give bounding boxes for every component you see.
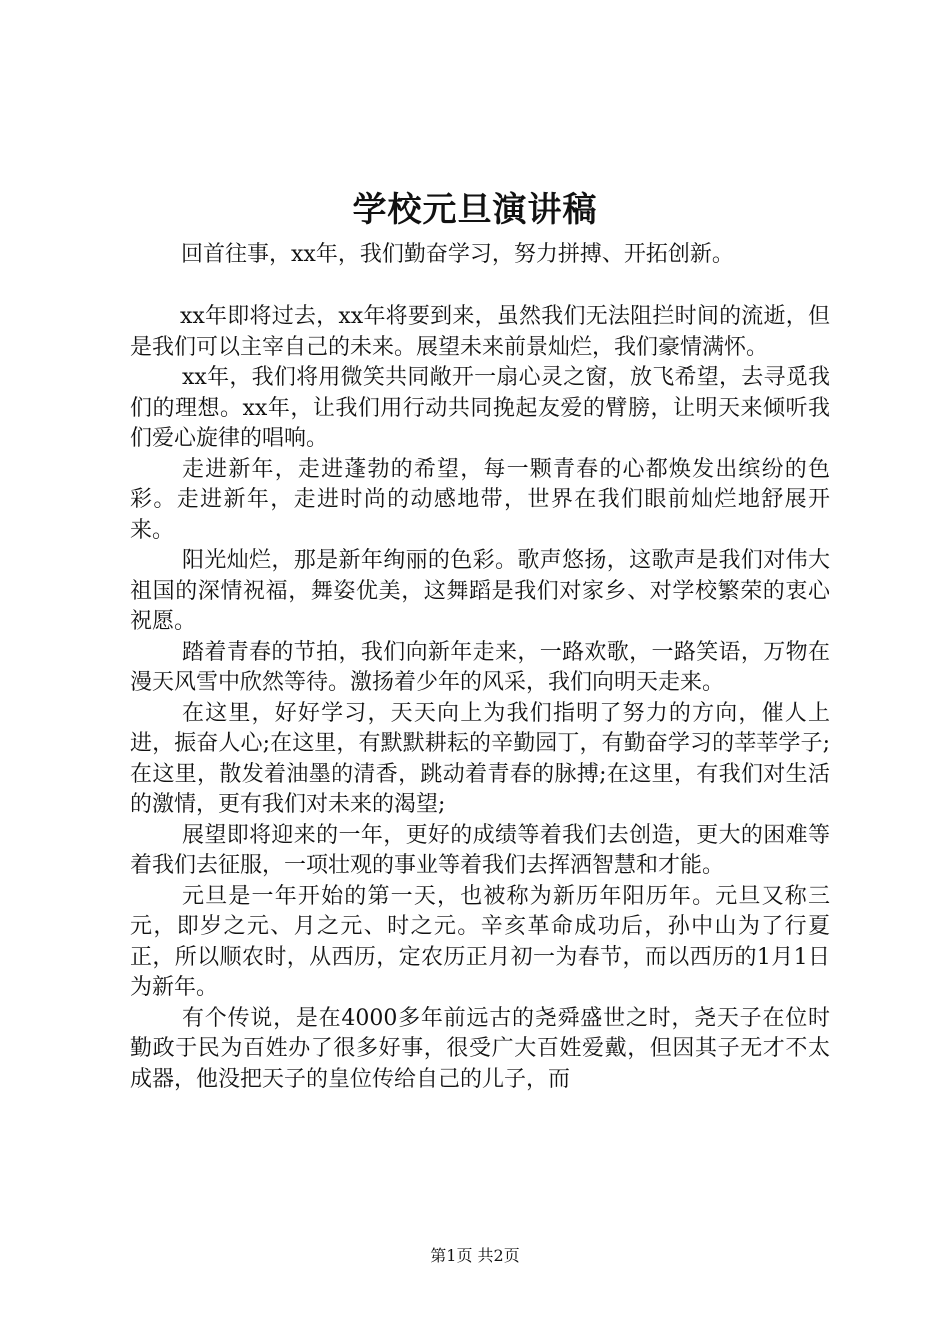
paragraph: 有个传说，是在4000多年前远古的尧舜盛世之时，尧天子在位时勤政于民为百姓办了很多好事，很受广大百姓爱戴，但因其子无才不太成器，他没把天子的皇位传给自己的儿子，而 <box>130 1005 830 1092</box>
lead-paragraph: 回首往事，xx年，我们勤奋学习，努力拼搏、开拓创新。 <box>181 242 734 267</box>
document-body <box>130 302 830 1095</box>
paragraph: 阳光灿烂，那是新年绚丽的色彩。歌声悠扬，这歌声是我们对伟大祖国的深情祝福，舞姿优美，这舞蹈是我们对家乡、对学校繁荣的衷心祝愿。 <box>130 548 830 634</box>
paragraph: 在这里，好好学习，天天向上为我们指明了努力的方向，催人上进，振奋人心;在这里，有默默耕耘的辛勤园丁，有勤奋学习的莘莘学子;在这里，散发着油墨的清香，跳动着青春的脉搏;在这里，有我们对生活的激情，更有我们对未来的渴望; <box>130 700 830 817</box>
paragraph: 踏着青春的节拍，我们向新年走来，一路欢歌，一路笑语，万物在漫天风雪中欣然等待。激扬着少年的风采，我们向明天走来。 <box>130 639 830 695</box>
paragraph: 走进新年，走进蓬勃的希望，每一颗青春的心都焕发出缤纷的色彩。走进新年，走进时尚的动感地带，世界在我们眼前灿烂地舒展开来。 <box>130 456 830 543</box>
paragraph: 元旦是一年开始的第一天，也被称为新历年阳历年。元旦又称三元，即岁之元、月之元、时之元。辛亥革命成功后，孙中山为了行夏正，所以顺农时，从西历，定农历正月初一为春节，而以西历的1月1日为新年。 <box>130 883 830 1000</box>
paragraph: xx年即将过去，xx年将要到来，虽然我们无法阻拦时间的流逝，但是我们可以主宰自己的未来。展望未来前景灿烂，我们豪情满怀。 <box>130 304 830 360</box>
paragraph: 展望即将迎来的一年，更好的成绩等着我们去创造，更大的困难等着我们去征服，一项壮观的事业等着我们去挥洒智慧和才能。 <box>130 822 830 878</box>
paragraph: xx年，我们将用微笑共同敞开一扇心灵之窗，放飞希望，去寻觅我们的理想。xx年，让我们用行动共同挽起友爱的臂膀，让明天来倾听我们爱心旋律的唱响。 <box>130 365 830 451</box>
document-title: 学校元旦演讲稿 <box>352 190 598 230</box>
page-footer: 第1页 共2页 <box>430 1246 520 1265</box>
